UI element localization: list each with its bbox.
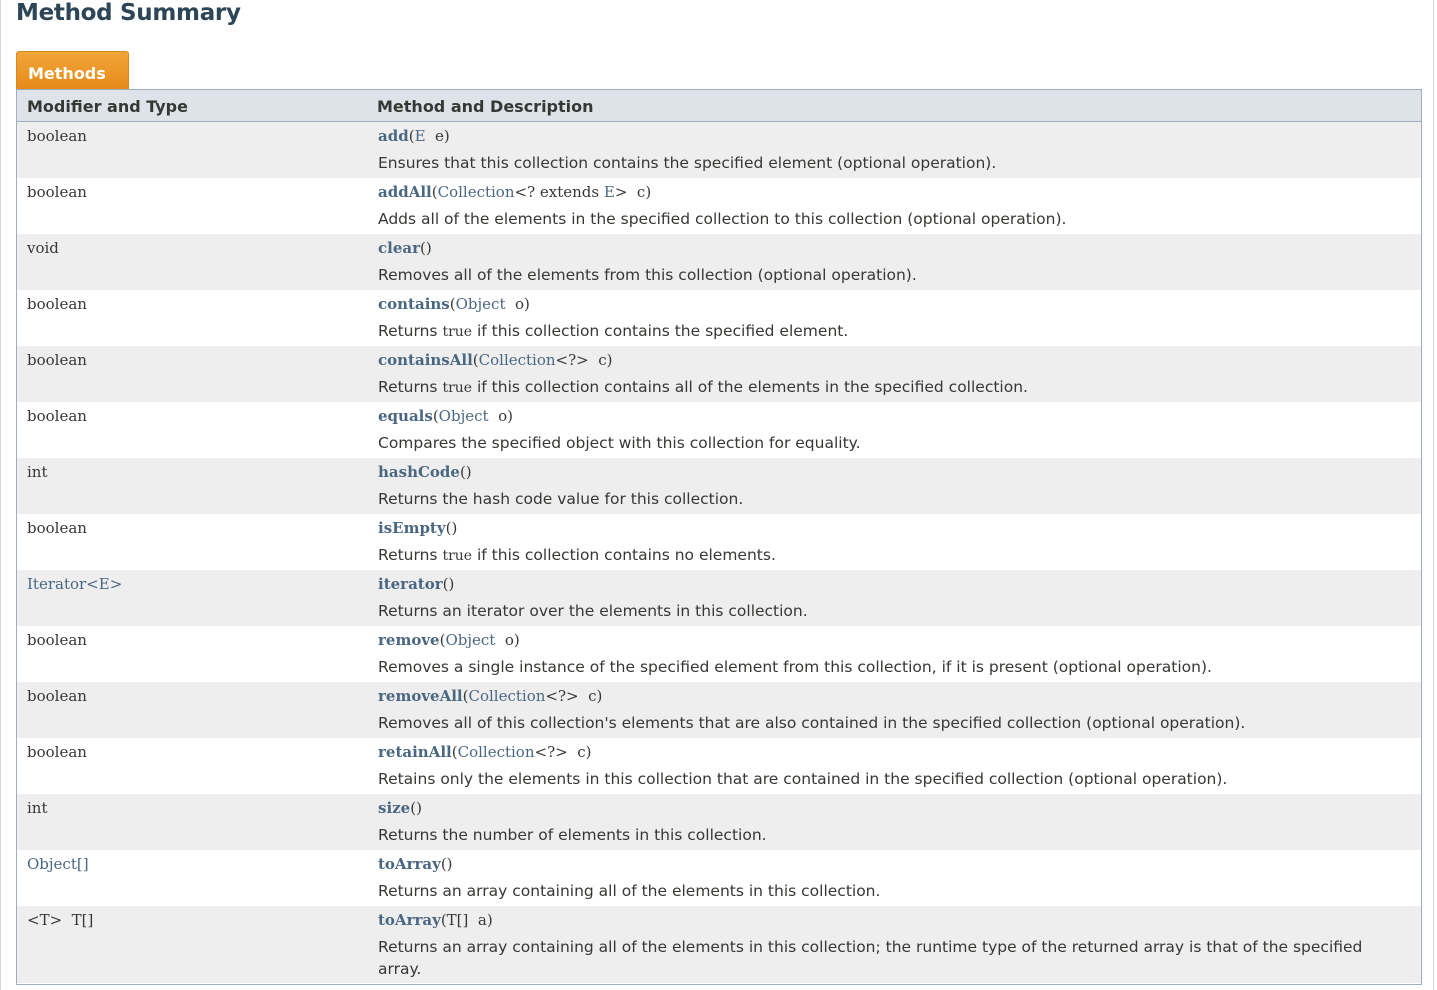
method-signature	[378, 463, 472, 481]
table-row	[17, 626, 1421, 682]
return-type[interactable]: Object[]	[27, 855, 89, 873]
method-link[interactable]: iterator	[378, 575, 443, 593]
method-description	[378, 544, 1408, 567]
method-signature	[378, 743, 591, 761]
code-literal: true	[442, 548, 473, 564]
method-signature	[378, 407, 513, 425]
table-row	[17, 290, 1421, 346]
method-signature	[378, 855, 453, 873]
method-description	[378, 320, 1408, 343]
description-text: Returns an array containing all of the elements in this collection; the runtime type of the returned array is that of the specified array.	[378, 938, 1363, 978]
description-text: Returns	[378, 322, 443, 340]
param-text: ()	[410, 799, 422, 817]
method-signature	[378, 575, 454, 593]
type-link[interactable]: E	[414, 127, 426, 145]
method-signature	[378, 799, 422, 817]
param-text: ()	[440, 855, 453, 873]
type-link[interactable]: Object	[445, 631, 496, 649]
method-link[interactable]: hashCode	[378, 463, 460, 481]
method-signature	[378, 911, 493, 929]
method-description	[378, 488, 1408, 510]
description-text: Removes all of this collection's elements that are also contained in the specified collection (optional operation).	[378, 714, 1246, 732]
table-row	[17, 794, 1421, 850]
method-link[interactable]: contains	[378, 295, 450, 313]
method-link[interactable]: toArray	[378, 911, 441, 929]
method-link[interactable]: equals	[378, 407, 433, 425]
method-signature	[378, 519, 457, 537]
description-text: Compares the specified object with this collection for equality.	[378, 434, 861, 452]
return-type[interactable]: Iterator<E>	[27, 575, 123, 593]
method-description	[378, 824, 1408, 846]
table-row	[17, 738, 1421, 794]
right-border	[1433, 0, 1434, 990]
method-link[interactable]: remove	[378, 631, 440, 649]
method-signature	[378, 351, 613, 369]
left-border	[0, 0, 1, 990]
page-title: Method Summary	[16, 0, 241, 26]
method-description	[378, 880, 1408, 902]
table-row	[17, 402, 1421, 458]
tab-methods[interactable]	[16, 51, 129, 89]
method-link[interactable]: isEmpty	[378, 519, 446, 537]
table-row	[17, 570, 1421, 626]
method-description	[378, 376, 1408, 399]
return-type: int	[27, 463, 48, 481]
method-signature	[378, 295, 530, 313]
description-text: Returns the hash code value for this collection.	[378, 490, 744, 508]
param-text: o)	[495, 631, 520, 649]
table-header	[17, 90, 1421, 122]
description-text: Retains only the elements in this collection that are contained in the specified collection (optional operation).	[378, 770, 1228, 788]
description-text: if this collection contains no elements.	[472, 546, 776, 564]
return-type: boolean	[27, 687, 87, 705]
description-text: Removes a single instance of the specified element from this collection, if it is present (optional operation).	[378, 658, 1212, 676]
description-text: Ensures that this collection contains the specified element (optional operation).	[378, 154, 997, 172]
param-text: ()	[445, 519, 458, 537]
param-text: <?> c)	[555, 351, 613, 369]
return-type: boolean	[27, 183, 87, 201]
param-text: <?> c)	[545, 687, 603, 705]
method-signature	[378, 127, 450, 145]
table-row	[17, 234, 1421, 290]
method-description	[378, 712, 1408, 734]
tab-methods-label: Methods	[28, 64, 106, 83]
param-text: (	[431, 183, 438, 201]
header-method-and-description: Method and Description	[377, 97, 594, 116]
method-description	[378, 264, 1408, 286]
method-link[interactable]: size	[378, 799, 411, 817]
return-type: <T> T[]	[27, 911, 94, 929]
method-description	[378, 768, 1408, 790]
method-signature	[378, 687, 602, 705]
param-text: (T[] a)	[440, 911, 493, 929]
param-text: <? extends	[514, 183, 604, 201]
param-text: o)	[505, 295, 530, 313]
return-type: boolean	[27, 127, 87, 145]
method-signature	[378, 183, 651, 201]
table-row	[17, 850, 1421, 906]
description-text: Returns	[378, 546, 443, 564]
param-text: (	[462, 687, 469, 705]
method-description	[378, 600, 1408, 622]
return-type: boolean	[27, 295, 87, 313]
method-link[interactable]: clear	[378, 239, 420, 257]
method-link[interactable]: toArray	[378, 855, 441, 873]
table-row	[17, 122, 1421, 178]
description-text: Returns the number of elements in this collection.	[378, 826, 767, 844]
return-type: boolean	[27, 631, 87, 649]
table-row	[17, 514, 1421, 570]
method-summary-table	[16, 89, 1422, 985]
description-text: Returns an array containing all of the elements in this collection.	[378, 882, 881, 900]
method-signature	[378, 239, 432, 257]
table-row	[17, 458, 1421, 514]
type-link[interactable]: E	[603, 183, 615, 201]
table-row	[17, 346, 1421, 402]
param-text: ()	[459, 463, 472, 481]
table-row	[17, 682, 1421, 738]
table-row	[17, 906, 1421, 983]
type-link[interactable]: Collection	[437, 183, 515, 201]
type-link[interactable]: Collection	[478, 351, 556, 369]
param-text: (	[472, 351, 479, 369]
return-type: int	[27, 799, 48, 817]
method-description	[378, 208, 1408, 230]
method-description	[378, 936, 1408, 980]
method-description	[378, 432, 1408, 454]
description-text: Adds all of the elements in the specified collection to this collection (optional operation).	[378, 210, 1067, 228]
header-modifier-and-type: Modifier and Type	[27, 97, 188, 116]
type-link[interactable]: Collection	[457, 743, 535, 761]
code-literal: true	[442, 380, 473, 396]
param-text: o)	[488, 407, 513, 425]
param-text: (	[449, 295, 456, 313]
method-description	[378, 656, 1408, 678]
method-link[interactable]: addAll	[378, 183, 432, 201]
description-text: Removes all of the elements from this collection (optional operation).	[378, 266, 917, 284]
table-row	[17, 178, 1421, 234]
type-link[interactable]: Collection	[468, 687, 546, 705]
method-link[interactable]: retainAll	[378, 743, 452, 761]
return-type: void	[27, 239, 59, 257]
param-text: > c)	[614, 183, 652, 201]
return-type: boolean	[27, 351, 87, 369]
param-text: ()	[442, 575, 455, 593]
type-link[interactable]: Object	[455, 295, 506, 313]
method-description	[378, 152, 1408, 174]
description-text: if this collection contains the specified element.	[472, 322, 849, 340]
param-text: (	[451, 743, 458, 761]
param-text: (	[408, 127, 415, 145]
return-type: boolean	[27, 743, 87, 761]
method-signature	[378, 631, 520, 649]
code-literal: true	[442, 324, 473, 340]
param-text: ()	[420, 239, 432, 257]
return-type: boolean	[27, 407, 87, 425]
method-link[interactable]: add	[378, 127, 409, 145]
type-link[interactable]: Object	[438, 407, 489, 425]
description-text: Returns	[378, 378, 443, 396]
return-type: boolean	[27, 519, 87, 537]
description-text: if this collection contains all of the elements in the specified collection.	[472, 378, 1028, 396]
param-text: e)	[425, 127, 450, 145]
param-text: (	[439, 631, 446, 649]
method-link[interactable]: removeAll	[378, 687, 463, 705]
param-text: <?> c)	[534, 743, 592, 761]
param-text: (	[432, 407, 439, 425]
description-text: Returns an iterator over the elements in this collection.	[378, 602, 808, 620]
method-link[interactable]: containsAll	[378, 351, 473, 369]
